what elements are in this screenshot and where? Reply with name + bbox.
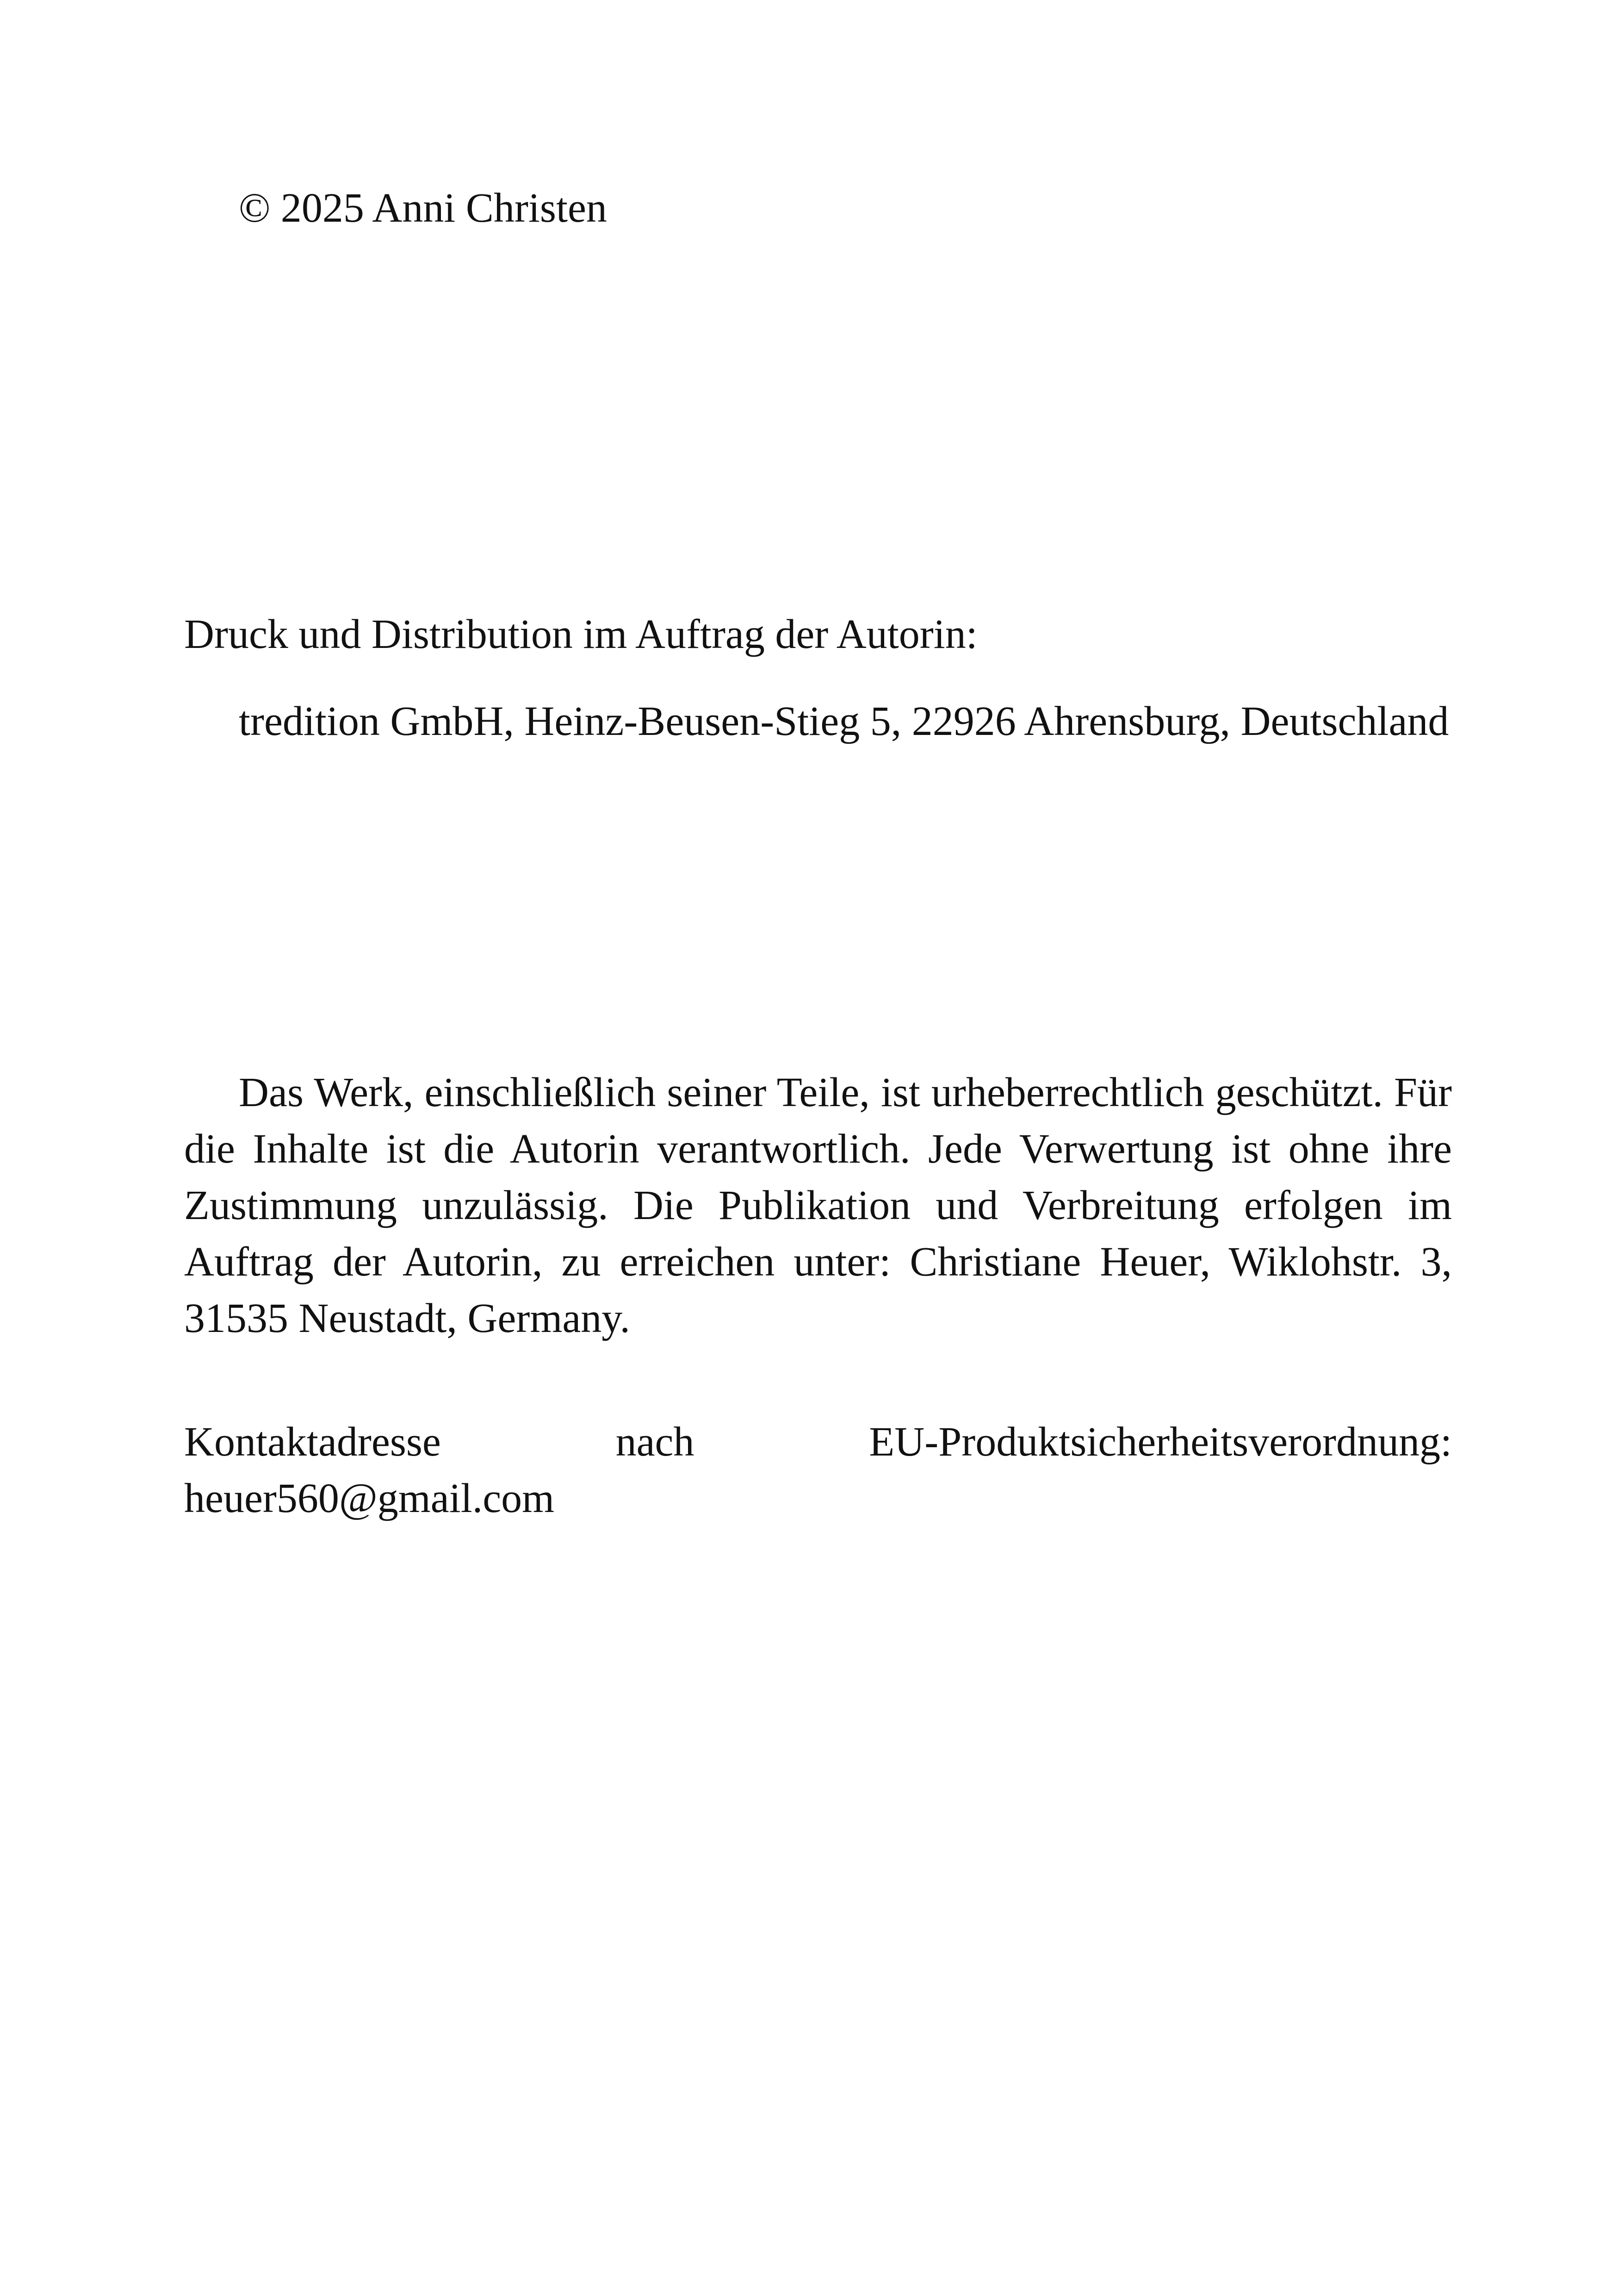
contact-label-word: Kontaktadresse — [184, 1419, 441, 1465]
contact-label-word: EU-Produktsicherheitsverordnung: — [869, 1419, 1452, 1465]
print-distribution-heading: Druck und Distribution im Auftrag der Autorin: — [184, 611, 978, 657]
copyright-line: © 2025 Anni Christen — [239, 185, 607, 231]
rights-notice: Das Werk, einschließlich seiner Teile, ist urheberrechtlich geschützt. Für die Inhalte ist die Autorin verantwortlich. Jede Verwertung ist ohne ihre Zustimmung unzulässig. Die Publikation und Verbreitung erfolgen im Auftrag der Autorin, zu erreichen unter: Christiane Heuer, Wiklohstr. 3, 31535 Neustadt, Germany. — [184, 1070, 1452, 1341]
printer-address: tredition GmbH, Heinz-Beusen-Stieg 5, 22926 Ahrensburg, Deutschland — [239, 698, 1449, 744]
contact-section — [184, 1414, 1452, 1527]
contact-email: heuer560@gmail.com — [184, 1475, 555, 1521]
contact-label-word: nach — [615, 1419, 694, 1465]
contact-label — [184, 1414, 1452, 1470]
